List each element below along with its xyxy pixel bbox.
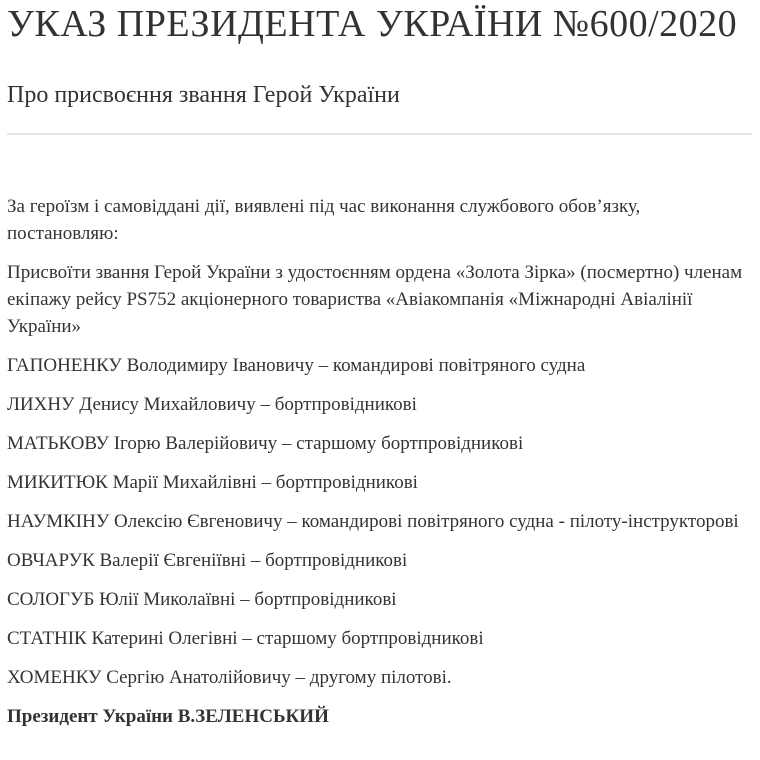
awardee-line: МИКИТЮК Марії Михайлівні – бортпровідникові bbox=[7, 472, 418, 493]
header-divider bbox=[7, 133, 752, 135]
awardee-line: ЛИХНУ Денису Михайловичу – бортпровідникові bbox=[7, 394, 417, 415]
decree-document-page bbox=[0, 3, 760, 760]
signature-line: Президент України В.ЗЕЛЕНСЬКИЙ bbox=[7, 706, 329, 727]
awardee-line: ОВЧАРУК Валерії Євгеніївні – бортпровідникові bbox=[7, 550, 408, 571]
decree-paragraph: Присвоїти звання Герой України з удостоєнням ордена «Золота Зірка» (посмертно) членам екіпажу рейсу PS752 акціонерного товариства «Авіакомпанія «Міжнародні Авіалінії України» bbox=[7, 262, 743, 337]
awardee-line: ХОМЕНКУ Сергію Анатолійовичу – другому пілотові. bbox=[7, 667, 452, 688]
awardee-line: СОЛОГУБ Юлії Миколаївні – бортпровідникові bbox=[7, 589, 397, 610]
decree-subtitle: Про присвоєння звання Герой України bbox=[7, 82, 400, 108]
decree-body bbox=[7, 193, 752, 730]
awardee-line: СТАТНІК Катерині Олегівні – старшому бортпровідникові bbox=[7, 628, 484, 649]
awardee-line: НАУМКІНУ Олексію Євгеновичу – командирові повітряного судна - пілоту-інструкторові bbox=[7, 511, 739, 532]
intro-paragraph: За героїзм і самовіддані дії, виявлені під час виконання службового обов’язку, постановляю: bbox=[7, 196, 641, 244]
awardee-line: ГАПОНЕНКУ Володимиру Івановичу – командирові повітряного судна bbox=[7, 355, 586, 376]
awardee-line: МАТЬКОВУ Ігорю Валерійовичу – старшому бортпровідникові bbox=[7, 433, 524, 454]
decree-title: УКАЗ ПРЕЗИДЕНТА УКРАЇНИ №600/2020 bbox=[7, 3, 738, 45]
